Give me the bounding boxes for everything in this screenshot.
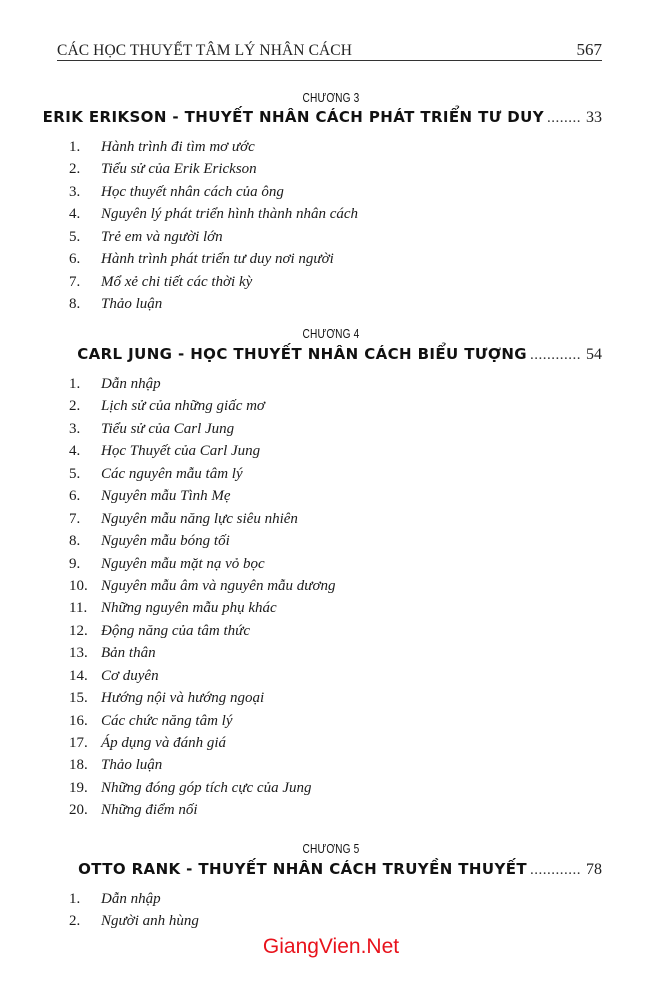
item-title: Thảo luận: [101, 757, 163, 774]
toc-item[interactable]: [69, 910, 199, 932]
item-title: Lịch sử của những giấc mơ: [101, 398, 265, 415]
toc-item[interactable]: [69, 395, 335, 417]
item-number: 11.: [69, 600, 88, 617]
chapter-title: OTTO RANK - THUYẾT NHÂN CÁCH TRUYỀN THUYẾT: [78, 860, 527, 878]
chapter-page-number: 33: [586, 109, 602, 126]
item-title: Bản thân: [101, 645, 156, 662]
item-title: Nguyên lý phát triển hình thành nhân cách: [101, 206, 359, 223]
item-title: Trẻ em và người lớn: [101, 228, 223, 245]
toc-item[interactable]: [69, 732, 335, 754]
item-number: 19.: [69, 779, 88, 796]
item-title: Động năng của tâm thức: [101, 622, 250, 639]
item-number: 4.: [69, 443, 81, 460]
toc-item[interactable]: [69, 485, 335, 507]
dot-leader: ........: [547, 110, 581, 126]
toc-item[interactable]: [69, 293, 358, 315]
item-title: Nguyên mẫu năng lực siêu nhiên: [101, 510, 298, 527]
dot-leader: ............: [530, 347, 581, 363]
toc-item[interactable]: [69, 799, 335, 821]
watermark-text: GiangVien.Net: [262, 935, 400, 958]
item-title: Tiểu sử của Erik Erickson: [101, 161, 257, 178]
toc-item[interactable]: [69, 553, 335, 575]
chapter-heading[interactable]: [78, 860, 602, 879]
toc-item[interactable]: [69, 754, 335, 776]
item-number: 2.: [69, 913, 81, 930]
chapter-label: CHƯƠNG 5: [302, 841, 360, 856]
item-title: Nguyên mẫu bóng tối: [101, 533, 230, 550]
toc-item[interactable]: [69, 136, 358, 158]
item-title: Những nguyên mẫu phụ khác: [101, 600, 277, 617]
chapter-title: CARL JUNG - HỌC THUYẾT NHÂN CÁCH BIỂU TƯỢNG: [77, 345, 527, 363]
item-number: 18.: [69, 757, 88, 774]
chapter-label: CHƯƠNG 3: [302, 90, 360, 105]
item-number: 6.: [69, 251, 81, 268]
item-number: 5.: [69, 228, 81, 245]
item-number: 1.: [69, 139, 81, 155]
item-number: 17.: [69, 735, 88, 751]
toc-item[interactable]: [69, 530, 335, 552]
toc-item[interactable]: [69, 620, 335, 642]
toc-item[interactable]: [69, 597, 335, 619]
chapter-label: CHƯƠNG 4: [302, 326, 360, 341]
item-number: 2.: [69, 398, 81, 415]
item-number: 8.: [69, 533, 81, 550]
item-title: Thảo luận: [101, 296, 163, 313]
item-title: Dẫn nhập: [101, 891, 161, 907]
toc-item[interactable]: [69, 575, 335, 597]
item-number: 10.: [69, 577, 88, 594]
toc-section-list: [69, 888, 199, 933]
item-title: Hành trình phát triển tư duy nơi người: [101, 251, 334, 268]
chapter-heading[interactable]: [43, 108, 602, 127]
toc-item[interactable]: [69, 710, 335, 732]
item-number: 8.: [69, 296, 81, 313]
chapter-page-number: 54: [586, 346, 602, 363]
item-number: 13.: [69, 645, 88, 662]
toc-item[interactable]: [69, 687, 335, 709]
item-number: 12.: [69, 622, 88, 639]
item-title: Nguyên mẫu Tình Mẹ: [101, 488, 231, 505]
item-number: 20.: [69, 802, 88, 819]
toc-item[interactable]: [69, 226, 358, 248]
toc-item[interactable]: [69, 271, 358, 293]
item-number: 6.: [69, 488, 81, 505]
toc-item[interactable]: [69, 418, 335, 440]
item-title: Mổ xẻ chi tiết các thời kỳ: [101, 273, 253, 290]
toc-item[interactable]: [69, 203, 358, 225]
toc-item[interactable]: [69, 248, 358, 270]
item-number: 7.: [69, 510, 81, 527]
item-number: 5.: [69, 465, 81, 482]
item-number: 3.: [69, 420, 81, 437]
toc-item[interactable]: [69, 373, 335, 395]
item-title: Áp dụng và đánh giá: [101, 735, 226, 751]
item-title: Hành trình đi tìm mơ ước: [101, 139, 255, 155]
item-title: Những đóng góp tích cực của Jung: [101, 779, 312, 796]
toc-item[interactable]: [69, 508, 335, 530]
dot-leader: ............: [530, 862, 581, 878]
item-number: 9.: [69, 555, 81, 572]
item-number: 4.: [69, 206, 81, 223]
item-number: 1.: [69, 376, 81, 392]
item-title: Các nguyên mẫu tâm lý: [101, 465, 243, 482]
running-title: CÁC HỌC THUYẾT TÂM LÝ NHÂN CÁCH: [57, 42, 353, 59]
toc-item[interactable]: [69, 158, 358, 180]
item-title: Dẫn nhập: [101, 376, 161, 392]
item-number: 3.: [69, 183, 81, 200]
toc-item[interactable]: [69, 440, 335, 462]
toc-item[interactable]: [69, 665, 335, 687]
item-number: 7.: [69, 273, 81, 290]
item-title: Nguyên mẫu âm và nguyên mẫu dương: [101, 577, 336, 594]
toc-item[interactable]: [69, 463, 335, 485]
item-number: 15.: [69, 690, 88, 707]
toc-section-list: [69, 136, 358, 316]
item-title: Người anh hùng: [101, 913, 199, 930]
item-title: Các chức năng tâm lý: [101, 712, 233, 729]
chapter-page-number: 78: [586, 861, 602, 878]
toc-item[interactable]: [69, 777, 335, 799]
item-number: 16.: [69, 712, 88, 729]
item-number: 1.: [69, 891, 81, 907]
item-title: Nguyên mẫu mặt nạ vỏ bọc: [101, 555, 265, 572]
item-title: Những điểm nối: [101, 802, 198, 819]
toc-item[interactable]: [69, 888, 199, 910]
toc-section-list: [69, 373, 335, 822]
toc-item[interactable]: [69, 642, 335, 664]
item-title: Hướng nội và hướng ngoại: [101, 690, 265, 707]
item-number: 2.: [69, 161, 81, 178]
page-number: 567: [576, 40, 602, 59]
chapter-heading[interactable]: [77, 345, 602, 364]
item-title: Học thuyết nhân cách của ông: [101, 183, 284, 200]
item-title: Cơ duyên: [101, 667, 159, 684]
page-header: [57, 40, 602, 61]
item-number: 14.: [69, 667, 88, 684]
item-title: Tiểu sử của Carl Jung: [101, 420, 235, 437]
toc-item[interactable]: [69, 181, 358, 203]
chapter-title: ERIK ERIKSON - THUYẾT NHÂN CÁCH PHÁT TRIỂN TƯ DUY: [42, 108, 544, 126]
item-title: Học Thuyết của Carl Jung: [101, 443, 261, 460]
